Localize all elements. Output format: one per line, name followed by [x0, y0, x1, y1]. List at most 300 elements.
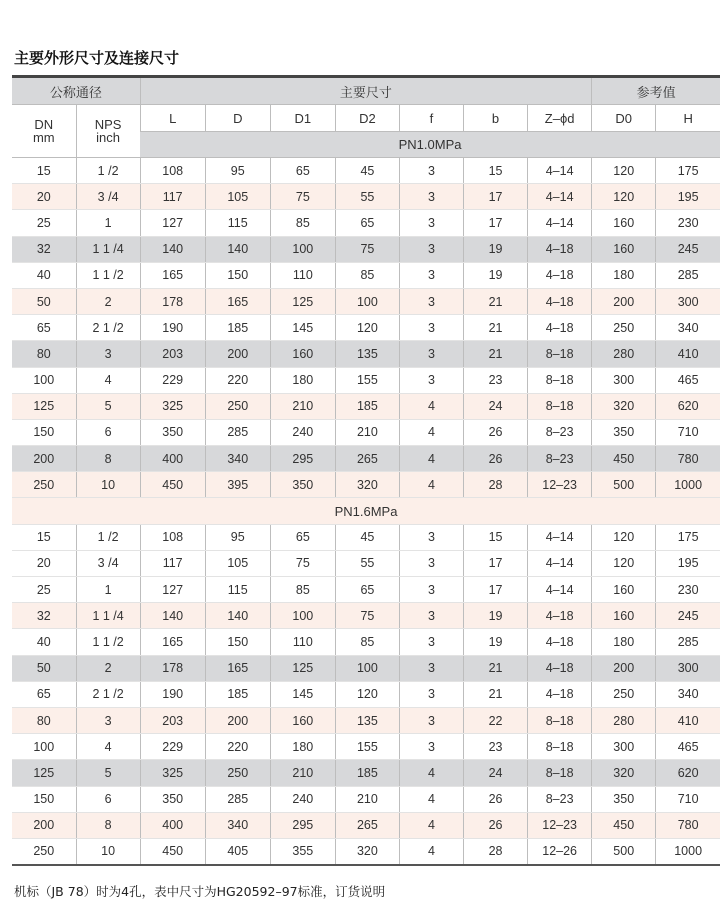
cell-f: 3: [399, 315, 463, 341]
cell-d: 105: [205, 550, 270, 576]
cell-nps: 6: [76, 786, 140, 812]
cell-d1: 145: [270, 681, 335, 707]
table-row: [12, 655, 720, 681]
cell-f: 3: [399, 288, 463, 314]
cell-d2: 210: [335, 786, 399, 812]
cell-d0: 120: [592, 184, 656, 210]
cell-d0: 200: [592, 655, 656, 681]
cell-d0: 500: [592, 838, 656, 864]
cell-bolt-holes: 4–18: [528, 681, 592, 707]
cell-d: 115: [205, 210, 270, 236]
cell-d2: 265: [335, 446, 399, 472]
section-label-pn10: PN1.0MPa: [140, 132, 720, 158]
cell-h: 410: [656, 707, 720, 733]
cell-l: 400: [140, 812, 205, 838]
nominal-diameter-header: 公称通径: [12, 78, 140, 105]
cell-d: 250: [205, 393, 270, 419]
cell-h: 1000: [656, 472, 720, 498]
table-row: [12, 603, 720, 629]
cell-l: 450: [140, 472, 205, 498]
cell-h: 195: [656, 550, 720, 576]
cell-f: 3: [399, 734, 463, 760]
cell-d2: 65: [335, 577, 399, 603]
cell-d: 150: [205, 629, 270, 655]
cell-d0: 300: [592, 367, 656, 393]
cell-d: 285: [205, 786, 270, 812]
cell-d0: 200: [592, 288, 656, 314]
cell-bolt-holes: 4–18: [528, 629, 592, 655]
cell-l: 325: [140, 760, 205, 786]
cell-l: 108: [140, 524, 205, 550]
cell-f: 3: [399, 524, 463, 550]
cell-l: 117: [140, 184, 205, 210]
cell-nps: 1 1 /2: [76, 262, 140, 288]
cell-f: 3: [399, 158, 463, 184]
cell-d1: 85: [270, 577, 335, 603]
cell-b: 23: [464, 367, 528, 393]
cell-d1: 355: [270, 838, 335, 864]
cell-d0: 350: [592, 419, 656, 445]
cell-d1: 240: [270, 419, 335, 445]
cell-nps: 3 /4: [76, 550, 140, 576]
table-row: [12, 681, 720, 707]
cell-nps: 10: [76, 838, 140, 864]
cell-bolt-holes: 4–18: [528, 315, 592, 341]
cell-l: 203: [140, 707, 205, 733]
cell-d1: 180: [270, 734, 335, 760]
cell-d0: 320: [592, 393, 656, 419]
cell-f: 3: [399, 577, 463, 603]
cell-h: 285: [656, 262, 720, 288]
col-header-h: H: [656, 105, 720, 132]
cell-d: 285: [205, 419, 270, 445]
main-dimensions-header: 主要尺寸: [140, 78, 592, 105]
table-row: [12, 707, 720, 733]
cell-h: 340: [656, 681, 720, 707]
table-row: [12, 629, 720, 655]
cell-b: 26: [464, 812, 528, 838]
cell-bolt-holes: 8–18: [528, 341, 592, 367]
cell-d2: 85: [335, 629, 399, 655]
table-row: [12, 786, 720, 812]
cell-b: 21: [464, 655, 528, 681]
cell-f: 3: [399, 210, 463, 236]
cell-l: 229: [140, 367, 205, 393]
cell-d0: 160: [592, 236, 656, 262]
cell-d1: 210: [270, 393, 335, 419]
cell-nps: 8: [76, 812, 140, 838]
table-row: [12, 577, 720, 603]
section-label: PN1.6MPa: [12, 498, 720, 524]
table-row: [12, 210, 720, 236]
nps-header: [76, 105, 140, 158]
cell-nps: 4: [76, 734, 140, 760]
cell-d0: 500: [592, 472, 656, 498]
table-body: [12, 158, 720, 865]
cell-dn: 50: [12, 655, 76, 681]
cell-l: 450: [140, 838, 205, 864]
cell-dn: 15: [12, 158, 76, 184]
cell-dn: 65: [12, 681, 76, 707]
cell-d2: 155: [335, 734, 399, 760]
cell-bolt-holes: 4–14: [528, 550, 592, 576]
cell-d0: 120: [592, 524, 656, 550]
cell-h: 780: [656, 812, 720, 838]
table-row: [12, 367, 720, 393]
cell-d0: 160: [592, 577, 656, 603]
table-row: [12, 393, 720, 419]
cell-bolt-holes: 12–23: [528, 472, 592, 498]
table-row: [12, 236, 720, 262]
cell-l: 178: [140, 655, 205, 681]
cell-nps: 8: [76, 446, 140, 472]
cell-d1: 145: [270, 315, 335, 341]
cell-d2: 265: [335, 812, 399, 838]
cell-f: 3: [399, 629, 463, 655]
table-row: [12, 446, 720, 472]
cell-f: 4: [399, 786, 463, 812]
table-row: [12, 472, 720, 498]
cell-f: 4: [399, 419, 463, 445]
cell-b: 19: [464, 236, 528, 262]
cell-h: 245: [656, 236, 720, 262]
cell-d1: 65: [270, 158, 335, 184]
cell-b: 28: [464, 838, 528, 864]
cell-d0: 350: [592, 786, 656, 812]
cell-h: 195: [656, 184, 720, 210]
cell-dn: 80: [12, 341, 76, 367]
cell-bolt-holes: 4–14: [528, 577, 592, 603]
cell-d0: 280: [592, 341, 656, 367]
cell-h: 1000: [656, 838, 720, 864]
col-header-f: f: [399, 105, 463, 132]
cell-d: 220: [205, 367, 270, 393]
cell-h: 620: [656, 393, 720, 419]
cell-nps: 2: [76, 655, 140, 681]
cell-dn: 80: [12, 707, 76, 733]
table-row: [12, 288, 720, 314]
cell-d0: 160: [592, 603, 656, 629]
cell-bolt-holes: 8–23: [528, 419, 592, 445]
cell-d: 185: [205, 681, 270, 707]
cell-f: 4: [399, 446, 463, 472]
cell-d1: 100: [270, 603, 335, 629]
cell-d0: 160: [592, 210, 656, 236]
cell-l: 350: [140, 419, 205, 445]
cell-d1: 110: [270, 629, 335, 655]
cell-dn: 20: [12, 550, 76, 576]
cell-l: 108: [140, 158, 205, 184]
cell-l: 127: [140, 577, 205, 603]
cell-dn: 32: [12, 236, 76, 262]
cell-b: 23: [464, 734, 528, 760]
cell-h: 300: [656, 655, 720, 681]
table-row: [12, 341, 720, 367]
cell-bolt-holes: 8–18: [528, 707, 592, 733]
cell-d2: 55: [335, 184, 399, 210]
cell-b: 28: [464, 472, 528, 498]
cell-d2: 155: [335, 367, 399, 393]
cell-nps: 5: [76, 393, 140, 419]
cell-f: 4: [399, 393, 463, 419]
cell-f: 3: [399, 655, 463, 681]
col-header-d2: D2: [335, 105, 399, 132]
cell-d0: 250: [592, 315, 656, 341]
table-row: [12, 184, 720, 210]
cell-d1: 350: [270, 472, 335, 498]
cell-f: 3: [399, 236, 463, 262]
cell-h: 780: [656, 446, 720, 472]
cell-nps: 1 1 /4: [76, 236, 140, 262]
cell-d2: 210: [335, 419, 399, 445]
cell-h: 465: [656, 734, 720, 760]
cell-dn: 250: [12, 838, 76, 864]
cell-d1: 125: [270, 288, 335, 314]
cell-d: 140: [205, 236, 270, 262]
cell-h: 340: [656, 315, 720, 341]
cell-h: 175: [656, 524, 720, 550]
cell-f: 4: [399, 838, 463, 864]
dn-header-unit: mm: [32, 130, 55, 145]
cell-dn: 15: [12, 524, 76, 550]
cell-d1: 110: [270, 262, 335, 288]
cell-nps: 1: [76, 210, 140, 236]
cell-b: 19: [464, 603, 528, 629]
cell-bolt-holes: 8–18: [528, 367, 592, 393]
cell-nps: 1 1 /2: [76, 629, 140, 655]
cell-bolt-holes: 4–18: [528, 288, 592, 314]
cell-nps: 2 1 /2: [76, 681, 140, 707]
cell-h: 410: [656, 341, 720, 367]
cell-dn: 25: [12, 577, 76, 603]
cell-f: 4: [399, 472, 463, 498]
cell-bolt-holes: 4–14: [528, 158, 592, 184]
cell-d0: 320: [592, 760, 656, 786]
cell-bolt-holes: 8–18: [528, 734, 592, 760]
cell-l: 325: [140, 393, 205, 419]
cell-d: 395: [205, 472, 270, 498]
cell-dn: 100: [12, 734, 76, 760]
cell-bolt-holes: 4–14: [528, 524, 592, 550]
cell-l: 117: [140, 550, 205, 576]
cell-d0: 180: [592, 262, 656, 288]
cell-l: 165: [140, 262, 205, 288]
cell-d2: 185: [335, 760, 399, 786]
cell-h: 465: [656, 367, 720, 393]
cell-d: 165: [205, 288, 270, 314]
cell-l: 165: [140, 629, 205, 655]
nps-header-label: NPS: [94, 117, 122, 132]
cell-nps: 6: [76, 419, 140, 445]
cell-l: 140: [140, 236, 205, 262]
cell-bolt-holes: 8–18: [528, 760, 592, 786]
cell-d1: 160: [270, 707, 335, 733]
cell-d: 405: [205, 838, 270, 864]
cell-b: 17: [464, 550, 528, 576]
cell-d0: 120: [592, 550, 656, 576]
cell-dn: 200: [12, 812, 76, 838]
cell-d1: 180: [270, 367, 335, 393]
cell-dn: 40: [12, 629, 76, 655]
table-row: [12, 262, 720, 288]
cell-d2: 65: [335, 210, 399, 236]
cell-d1: 75: [270, 184, 335, 210]
cell-b: 24: [464, 393, 528, 419]
cell-dn: 125: [12, 393, 76, 419]
cell-f: 4: [399, 760, 463, 786]
cell-b: 21: [464, 341, 528, 367]
cell-b: 15: [464, 158, 528, 184]
cell-l: 190: [140, 315, 205, 341]
cell-nps: 2: [76, 288, 140, 314]
cell-l: 203: [140, 341, 205, 367]
cell-d2: 100: [335, 655, 399, 681]
col-header-d: D: [205, 105, 270, 132]
cell-bolt-holes: 8–23: [528, 446, 592, 472]
cell-h: 710: [656, 419, 720, 445]
cell-d: 200: [205, 707, 270, 733]
cell-d1: 295: [270, 446, 335, 472]
cell-d2: 135: [335, 341, 399, 367]
cell-d1: 160: [270, 341, 335, 367]
cell-d: 250: [205, 760, 270, 786]
cell-f: 3: [399, 341, 463, 367]
table-row: [12, 838, 720, 864]
nps-header-unit: inch: [96, 130, 121, 145]
cell-h: 230: [656, 210, 720, 236]
cell-dn: 40: [12, 262, 76, 288]
cell-nps: 3: [76, 341, 140, 367]
cell-dn: 200: [12, 446, 76, 472]
dn-header: [12, 105, 76, 158]
col-header-b: b: [464, 105, 528, 132]
cell-bolt-holes: 4–14: [528, 184, 592, 210]
cell-bolt-holes: 12–23: [528, 812, 592, 838]
cell-d1: 210: [270, 760, 335, 786]
table-row: [12, 315, 720, 341]
cell-d: 150: [205, 262, 270, 288]
section-row: [12, 498, 720, 524]
col-header-d1: D1: [270, 105, 335, 132]
cell-b: 17: [464, 184, 528, 210]
cell-dn: 32: [12, 603, 76, 629]
cell-b: 22: [464, 707, 528, 733]
cell-dn: 50: [12, 288, 76, 314]
cell-h: 175: [656, 158, 720, 184]
reference-values-header: 参考值: [592, 78, 720, 105]
cell-b: 19: [464, 262, 528, 288]
cell-d0: 120: [592, 158, 656, 184]
cell-d1: 100: [270, 236, 335, 262]
cell-f: 4: [399, 812, 463, 838]
cell-l: 229: [140, 734, 205, 760]
table-row: [12, 812, 720, 838]
cell-dn: 250: [12, 472, 76, 498]
cell-h: 245: [656, 603, 720, 629]
cell-d: 95: [205, 524, 270, 550]
cell-d2: 75: [335, 236, 399, 262]
cell-f: 3: [399, 184, 463, 210]
cell-d0: 280: [592, 707, 656, 733]
cell-dn: 20: [12, 184, 76, 210]
cell-d2: 75: [335, 603, 399, 629]
cell-b: 26: [464, 446, 528, 472]
cell-h: 300: [656, 288, 720, 314]
cell-d2: 45: [335, 524, 399, 550]
col-header-l: L: [140, 105, 205, 132]
cell-d: 140: [205, 603, 270, 629]
table-row: [12, 760, 720, 786]
cell-bolt-holes: 8–23: [528, 786, 592, 812]
cell-d: 340: [205, 446, 270, 472]
cell-d2: 120: [335, 315, 399, 341]
cell-b: 17: [464, 210, 528, 236]
cell-nps: 3 /4: [76, 184, 140, 210]
cell-d0: 450: [592, 812, 656, 838]
cell-d2: 100: [335, 288, 399, 314]
cell-f: 3: [399, 707, 463, 733]
table-row: [12, 734, 720, 760]
cell-nps: 1: [76, 577, 140, 603]
cell-bolt-holes: 4–18: [528, 655, 592, 681]
cell-l: 190: [140, 681, 205, 707]
cell-dn: 150: [12, 419, 76, 445]
dimensions-table: [12, 78, 720, 866]
cell-f: 3: [399, 367, 463, 393]
cell-l: 127: [140, 210, 205, 236]
col-header-d0: D0: [592, 105, 656, 132]
cell-b: 24: [464, 760, 528, 786]
cell-f: 3: [399, 681, 463, 707]
cell-d1: 75: [270, 550, 335, 576]
col-header-bolt-holes: Z–ϕd: [528, 105, 592, 132]
cell-l: 178: [140, 288, 205, 314]
cell-d2: 45: [335, 158, 399, 184]
cell-d1: 295: [270, 812, 335, 838]
cell-bolt-holes: 4–14: [528, 210, 592, 236]
cell-bolt-holes: 4–18: [528, 262, 592, 288]
cell-b: 15: [464, 524, 528, 550]
cell-d: 340: [205, 812, 270, 838]
cell-d0: 250: [592, 681, 656, 707]
cell-b: 19: [464, 629, 528, 655]
cell-d2: 320: [335, 472, 399, 498]
cell-dn: 125: [12, 760, 76, 786]
cell-d1: 240: [270, 786, 335, 812]
cell-nps: 4: [76, 367, 140, 393]
cell-d: 185: [205, 315, 270, 341]
cell-h: 230: [656, 577, 720, 603]
cell-nps: 1 /2: [76, 524, 140, 550]
table-row: [12, 158, 720, 184]
cell-d1: 125: [270, 655, 335, 681]
cell-d0: 180: [592, 629, 656, 655]
cell-d2: 85: [335, 262, 399, 288]
cell-b: 21: [464, 681, 528, 707]
cell-b: 21: [464, 315, 528, 341]
cell-h: 285: [656, 629, 720, 655]
cell-d1: 65: [270, 524, 335, 550]
cell-f: 3: [399, 262, 463, 288]
cell-nps: 1 /2: [76, 158, 140, 184]
cell-l: 140: [140, 603, 205, 629]
cell-dn: 25: [12, 210, 76, 236]
cell-h: 620: [656, 760, 720, 786]
cell-b: 26: [464, 419, 528, 445]
cell-nps: 3: [76, 707, 140, 733]
cell-b: 21: [464, 288, 528, 314]
cell-d: 105: [205, 184, 270, 210]
